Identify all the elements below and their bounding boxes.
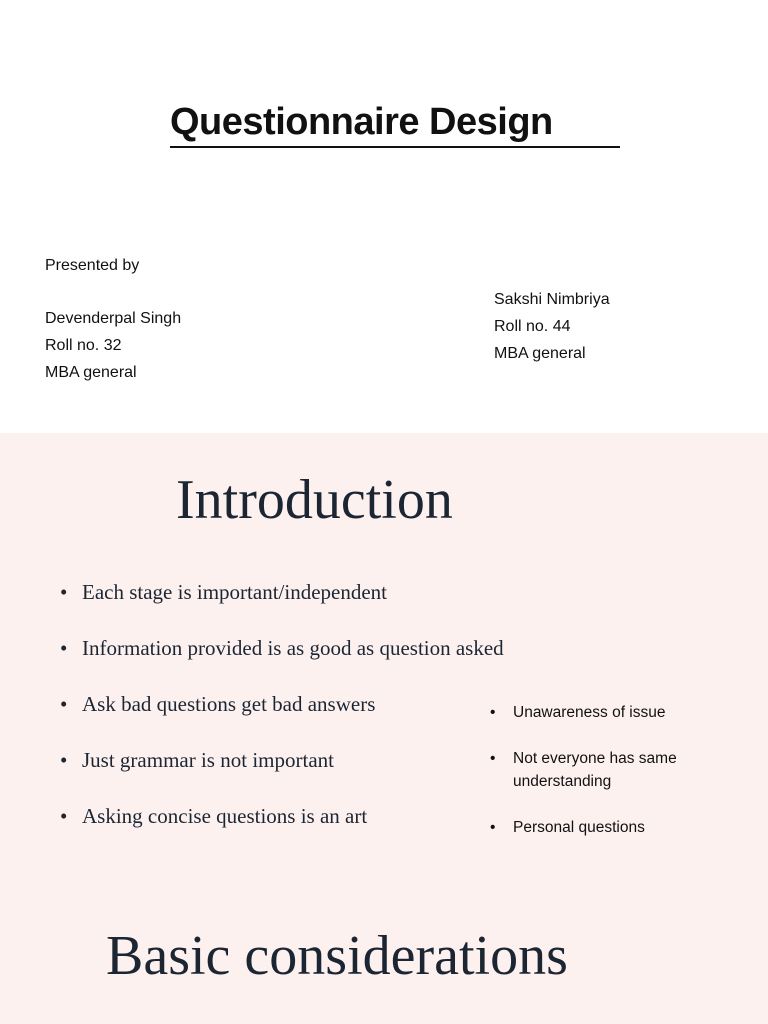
bullet-icon: • bbox=[60, 636, 68, 660]
bullet-icon: • bbox=[60, 748, 68, 772]
bullet-text: Just grammar is not important bbox=[82, 748, 334, 772]
list-item bbox=[60, 689, 504, 745]
bullet-text: Information provided is as good as question asked bbox=[82, 636, 504, 660]
presented-by-label: Presented by bbox=[45, 257, 140, 274]
bullet-text: Ask bad questions get bad answers bbox=[82, 692, 376, 716]
list-item bbox=[60, 745, 504, 801]
side-bullet-list bbox=[490, 701, 740, 862]
next-slide-heading: Basic considerations bbox=[106, 925, 568, 987]
bullet-icon: • bbox=[490, 750, 496, 767]
main-bullet-list bbox=[60, 577, 504, 857]
bullet-text: Asking concise questions is an art bbox=[82, 804, 368, 828]
list-item bbox=[490, 816, 740, 839]
introduction-slide bbox=[0, 433, 768, 1024]
bullet-icon: • bbox=[60, 580, 68, 604]
presenter-roll: Roll no. 32 bbox=[45, 337, 122, 354]
bullet-icon: • bbox=[60, 692, 68, 716]
bullet-text: Personal questions bbox=[513, 819, 645, 836]
list-item bbox=[60, 577, 504, 633]
bullet-icon: • bbox=[490, 819, 496, 836]
presenter-program: MBA general bbox=[494, 345, 586, 362]
list-item bbox=[60, 633, 504, 689]
presenter-roll: Roll no. 44 bbox=[494, 318, 571, 335]
presenter-right-block bbox=[494, 286, 610, 367]
bullet-icon: • bbox=[60, 804, 68, 828]
bullet-text: Each stage is important/independent bbox=[82, 580, 387, 604]
slide-heading: Introduction bbox=[176, 469, 453, 531]
presenter-name: Sakshi Nimbriya bbox=[494, 291, 610, 308]
slide-title: Questionnaire Design bbox=[170, 98, 620, 148]
list-item bbox=[60, 801, 504, 857]
presenter-name: Devenderpal Singh bbox=[45, 310, 182, 327]
bullet-text: Not everyone has same understanding bbox=[513, 750, 677, 790]
bullet-icon: • bbox=[490, 704, 496, 721]
bullet-text: Unawareness of issue bbox=[513, 704, 666, 721]
presenter-left-block bbox=[45, 252, 181, 386]
presenter-program: MBA general bbox=[45, 364, 137, 381]
list-item bbox=[490, 747, 740, 793]
title-slide bbox=[0, 0, 768, 432]
list-item bbox=[490, 701, 740, 724]
